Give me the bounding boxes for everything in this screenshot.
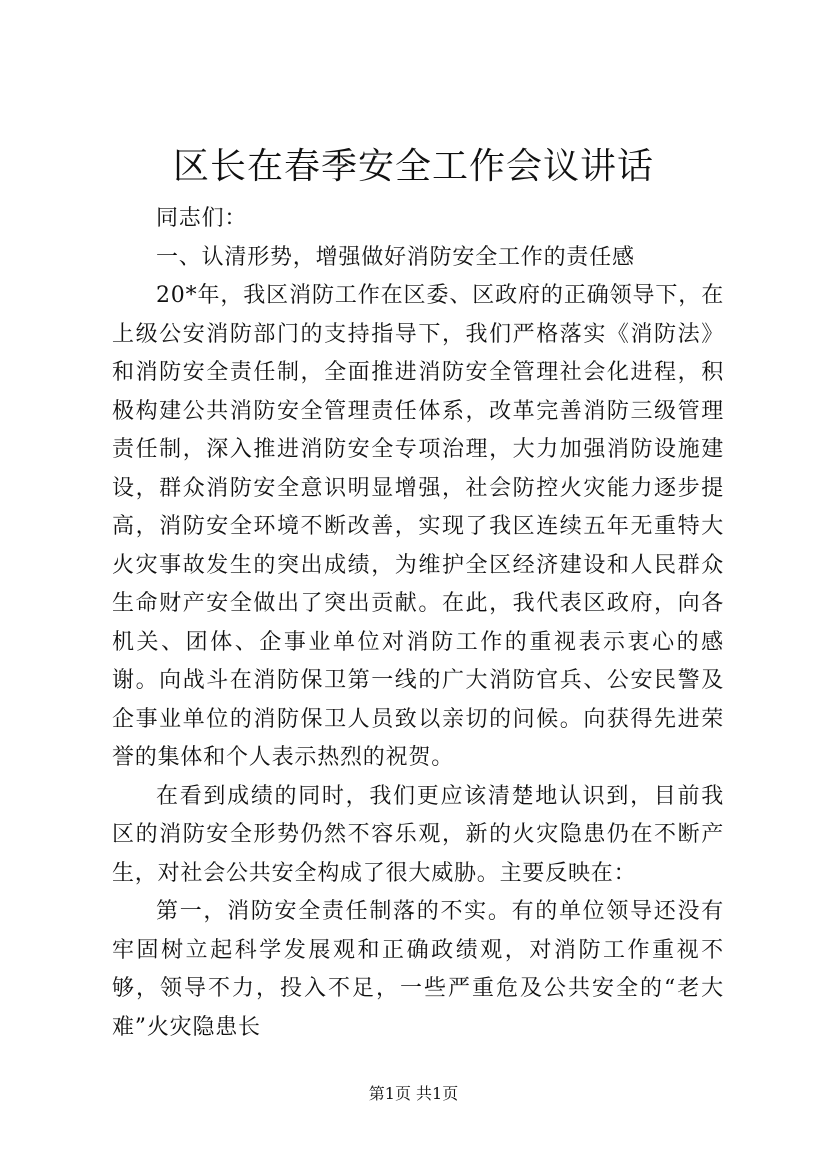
body-paragraph: 在看到成绩的同时，我们更应该清楚地认识到，目前我区的消防安全形势仍然不容乐观，新的火灾隐患仍在不断产生，对社会公共安全构成了很大威胁。主要反映在： xyxy=(112,783,724,886)
document-body xyxy=(112,200,724,1047)
document-title: 区长在春季安全工作会议讲话 xyxy=(172,146,654,187)
salutation-paragraph: 同志们： xyxy=(156,206,248,231)
section-heading: 一、认清形势，增强做好消防安全工作的责任感 xyxy=(156,244,635,270)
page-footer: 第1页 共1页 xyxy=(368,1084,459,1103)
body-paragraph: 第一，消防安全责任制落的不实。有的单位领导还没有牢固树立起科学发展观和正确政绩观，对消防工作重视不够，领导不力，投入不足，一些严重危及公共安全的“老大难”火灾隐患长 xyxy=(112,899,724,1040)
body-paragraph: 20*年，我区消防工作在区委、区政府的正确领导下，在上级公安消防部门的支持指导下，我们严格落实《消防法》和消防安全责任制，全面推进消防安全管理社会化进程，积极构建公共消防安全管理责任体系，改革完善消防三级管理责任制，深入推进消防安全专项治理，大力加强消防设施建设，群众消防安全意识明显增强，社会防控火灾能力逐步提高，消防安全环境不断改善，实现了我区连续五年无重特大火灾事故发生的突出成绩，为维护全区经济建设和人民群众生命财产安全做出了突出贡献。在此，我代表区政府，向各机关、团体、企事业单位对消防工作的重视表示衷心的感谢。向战斗在消防保卫第一线的广大消防官兵、公安民警及企事业单位的消防保卫人员致以亲切的问候。向获得先进荣誉的集体和个人表示热烈的祝贺。 xyxy=(112,283,724,770)
